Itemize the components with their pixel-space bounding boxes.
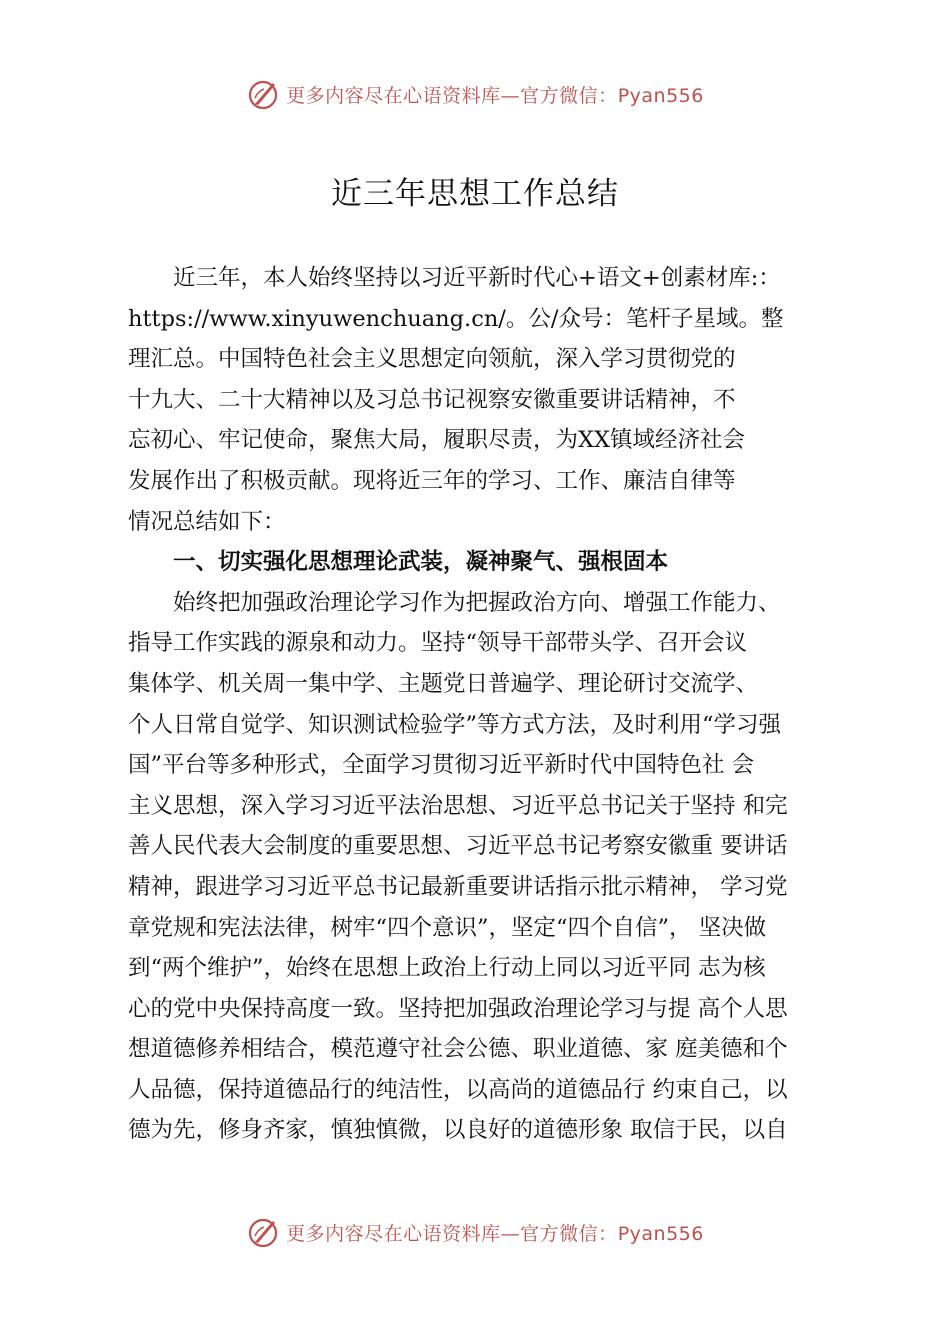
banner-text: 更多内容尽在心语资料库—官方微信：Pyan556 — [286, 84, 704, 107]
header-watermark-banner — [0, 74, 950, 114]
paragraph-line: 近三年，本人始终坚持以习近平新时代心+语文+创素材库:： — [173, 265, 781, 291]
paragraph-line: 忘初心、牢记使命，聚焦大局，履职尽责，为XX镇域经济社会 — [128, 427, 746, 454]
paragraph-line: 章党规和宪法法律，树牢“四个意识”，坚定“四个自信”， 坚决做 — [128, 914, 767, 941]
paragraph-line: 理汇总。中国特色社会主义思想定向领航，深入学习贯彻党的 — [128, 346, 736, 373]
page-title: 近三年思想工作总结 — [331, 176, 619, 212]
paragraph-line: https://www.xinyuwenchuang.cn/。公/众号：笔杆子星域。整 — [128, 305, 784, 332]
paragraph-line: 人品德，保持道德品行的纯洁性，以高尚的道德品行 约束自己，以 — [128, 1076, 788, 1103]
paragraph-line: 善人民代表大会制度的重要思想、习近平总书记考察安徽重 要讲话 — [128, 833, 788, 860]
quill-logo-icon — [246, 1215, 280, 1249]
paragraph-line: 发展作出了积极贡献。现将近三年的学习、工作、廉洁自律等 — [128, 467, 736, 494]
paragraph-line: 德为先，修身齐家，慎独慎微，以良好的道德形象 取信于民，以自 — [128, 1117, 788, 1144]
paragraph-line: 情况总结如下： — [128, 508, 286, 535]
paragraph-line: 集体学、机关周一集中学、主题党日普遍学、理论研讨交流学、 — [128, 670, 759, 697]
paragraph-line: 主义思想，深入学习习近平法治思想、习近平总书记关于坚持 和完 — [128, 792, 788, 819]
paragraph-line: 始终把加强政治理论学习作为把握政治方向、增强工作能力、 — [173, 589, 781, 616]
section-heading: 一、切实强化思想理论武装，凝神聚气、强根固本 — [173, 549, 669, 576]
paragraph-line: 个人日常自觉学、知识测试检验学”等方式方法，及时利用“学习强 — [128, 711, 782, 738]
paragraph-line: 十九大、二十大精神以及习总书记视察安徽重要讲话精神，不 — [128, 386, 736, 413]
paragraph-line: 指导工作实践的源泉和动力。坚持“领导干部带头学、召开会议 — [128, 630, 748, 657]
banner-text: 更多内容尽在心语资料库—官方微信：Pyan556 — [286, 1222, 704, 1245]
quill-logo-icon — [246, 77, 280, 111]
paragraph-line: 心的党中央保持高度一致。坚持把加强政治理论学习与提 高个人思 — [128, 995, 788, 1022]
document-body — [128, 258, 858, 1151]
paragraph-line: 想道德修养相结合，模范遵守社会公德、职业道德、家 庭美德和个 — [128, 1036, 788, 1063]
paragraph-line: 精神，跟进学习习近平总书记最新重要讲话指示批示精神， 学习党 — [128, 873, 788, 900]
paragraph-line: 国”平台等多种形式，全面学习贯彻习近平新时代中国特色社 会 — [128, 752, 755, 779]
footer-watermark-banner — [0, 1212, 950, 1252]
paragraph-line: 到“两个维护”，始终在思想上政治上行动上同以习近平同 志为核 — [128, 955, 766, 982]
